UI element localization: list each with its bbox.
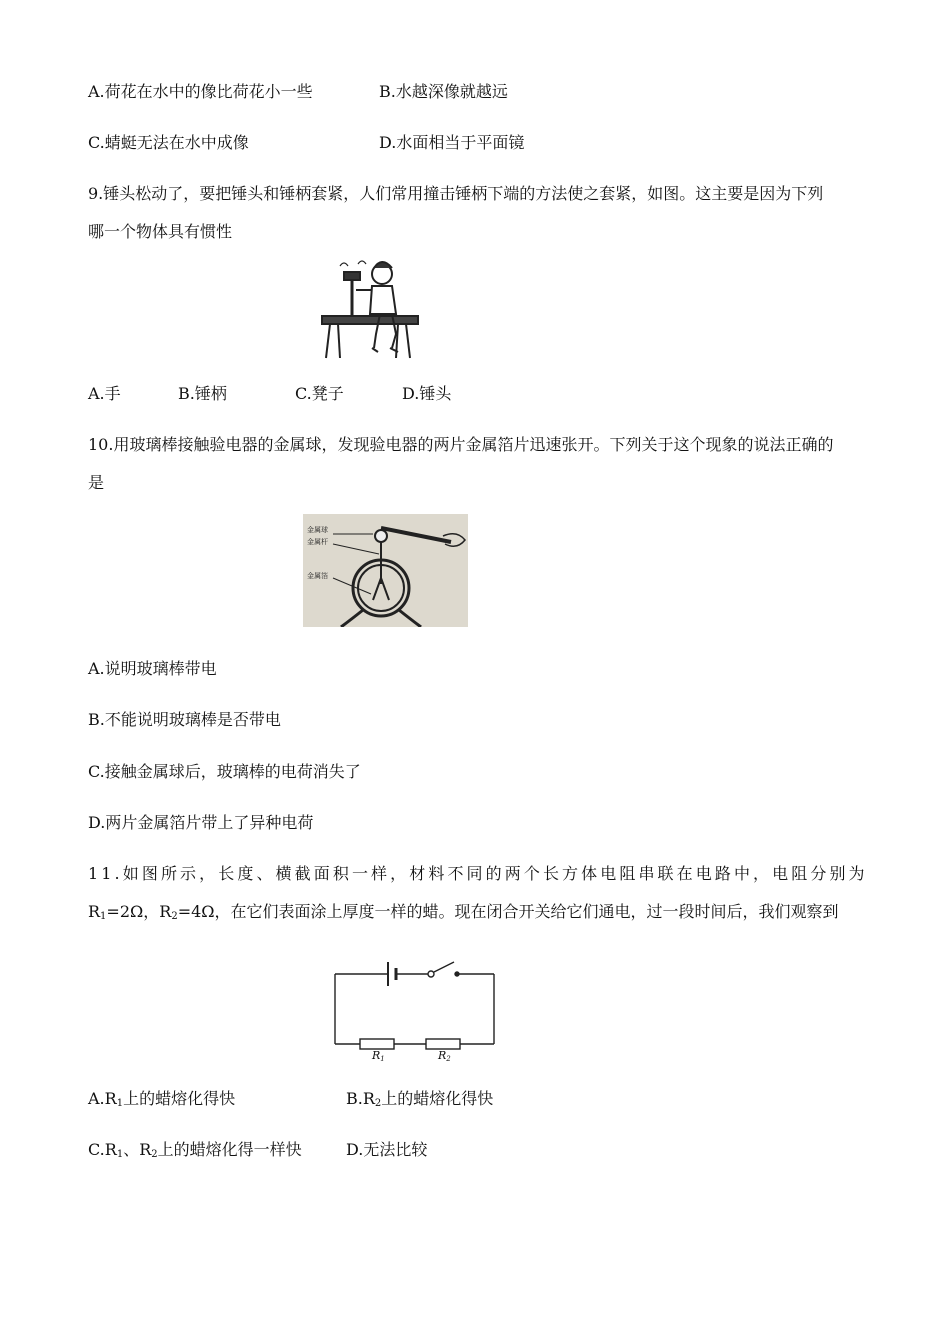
- q11-option-c: $C.R_1$、$R_2$上的蜡熔化得一样快: [88, 1140, 302, 1160]
- q10-option-a: A.说明玻璃棒带电: [88, 659, 217, 678]
- q9-option-d: D.锤头: [402, 384, 452, 403]
- hammer-bench-figure: [318, 258, 424, 362]
- label-metal-ball: 金属球: [307, 526, 328, 534]
- q11-option-a: $A.R_1$上的蜡熔化得快: [88, 1089, 236, 1109]
- label-r2: $R_2$: [438, 1049, 451, 1063]
- q11-stem-line2: $R_1=2\Omega$，$R_2=4\Omega$，在它们表面涂上厚度一样的蜡。现在闭合开关给它们通电，过一段时间后，我们观察到: [88, 902, 839, 922]
- q9-option-a: A.手: [88, 384, 121, 403]
- q9-option-c: C.凳子: [295, 384, 344, 403]
- q10-stem-line2: 是: [88, 473, 105, 492]
- q8-option-c: C.蜻蜓无法在水中成像: [88, 133, 249, 152]
- electroscope-figure: [303, 514, 468, 627]
- q11-stem-line1: 11.如图所示，长度、横截面积一样，材料不同的两个长方体电阻串联在电路中，电阻分别为: [88, 864, 868, 883]
- q8-option-a: A.荷花在水中的像比荷花小一些: [88, 82, 313, 101]
- q11-option-b: $B.R_2$上的蜡熔化得快: [346, 1089, 494, 1109]
- label-r1: $R_1$: [372, 1049, 385, 1063]
- label-metal-foil: 金属箔: [307, 572, 328, 580]
- label-metal-rod: 金属杆: [307, 538, 328, 546]
- q11-option-d: D.无法比较: [346, 1140, 428, 1159]
- q10-option-b: B.不能说明玻璃棒是否带电: [88, 710, 281, 729]
- q9-stem-line1: 9.锤头松动了，要把锤头和锤柄套紧，人们常用撞击锤柄下端的方法使之套紧，如图。这主要是因为下列: [88, 184, 824, 203]
- q9-stem-line2: 哪一个物体具有惯性: [88, 222, 233, 241]
- circuit-figure: [330, 958, 498, 1066]
- q10-option-c: C.接触金属球后，玻璃棒的电荷消失了: [88, 762, 361, 781]
- q8-option-d: D.水面相当于平面镜: [379, 133, 525, 152]
- q9-option-b: B.锤柄: [178, 384, 227, 403]
- q8-option-b: B.水越深像就越远: [379, 82, 508, 101]
- q10-stem-line1: 10.用玻璃棒接触验电器的金属球，发现验电器的两片金属箔片迅速张开。下列关于这个现象的说法正确的: [88, 435, 834, 454]
- q10-option-d: D.两片金属箔片带上了异种电荷: [88, 813, 314, 832]
